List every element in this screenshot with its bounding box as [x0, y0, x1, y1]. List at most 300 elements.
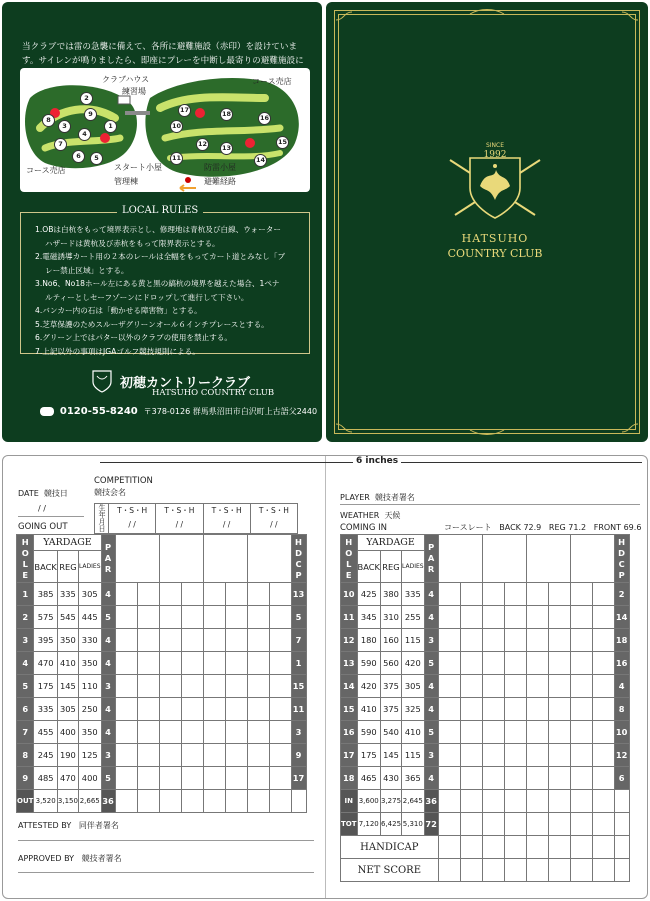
par-value: 3	[101, 675, 115, 698]
score-cell[interactable]	[482, 744, 504, 767]
score-cell[interactable]	[504, 606, 526, 629]
par-value: 5	[101, 767, 115, 790]
score-cell[interactable]	[159, 721, 181, 744]
score-cell[interactable]	[115, 721, 137, 744]
score-cell[interactable]	[504, 767, 526, 790]
score-cell[interactable]	[548, 744, 570, 767]
score-cell[interactable]	[482, 859, 504, 882]
score-cell[interactable]	[269, 629, 291, 652]
back-yardage: 335	[34, 698, 57, 721]
lightning-notice: 当クラブでは雷の急襲に備えて、各所に避難施設（赤印）を設けています。サイレンが鳴りましたら、即座にプレーを中断し最寄りの避難施設に	[22, 42, 304, 66]
score-cell[interactable]	[438, 606, 460, 629]
crest-year: 1992	[483, 150, 507, 160]
tsh-label: T・S・H	[117, 506, 148, 515]
score-cell[interactable]	[137, 652, 159, 675]
hole-row	[341, 721, 630, 744]
score-cell[interactable]	[115, 767, 137, 790]
score-cell[interactable]	[526, 629, 548, 652]
score-cell[interactable]	[203, 629, 225, 652]
score-cell[interactable]	[548, 606, 570, 629]
hole-row	[341, 675, 630, 698]
score-cell[interactable]	[592, 767, 614, 790]
score-cell[interactable]	[115, 744, 137, 767]
hole-row	[17, 675, 307, 698]
score-cell[interactable]	[548, 859, 570, 882]
total-score-cell[interactable]	[115, 790, 137, 813]
approved-label	[18, 853, 122, 864]
competition-label: COMPETITION	[94, 476, 153, 486]
score-cell[interactable]	[115, 698, 137, 721]
tsh-cell[interactable]	[251, 504, 297, 533]
score-cell[interactable]	[548, 583, 570, 606]
hole-row	[17, 698, 307, 721]
score-cell[interactable]	[159, 744, 181, 767]
total-score-cell[interactable]	[570, 813, 592, 836]
player-column[interactable]	[115, 535, 159, 583]
ladies-yardage: 350	[78, 652, 101, 675]
score-cell[interactable]	[526, 698, 548, 721]
score-cell[interactable]	[592, 698, 614, 721]
hole-number: 2	[17, 606, 34, 629]
total-score-cell[interactable]	[460, 813, 482, 836]
score-cell[interactable]	[526, 767, 548, 790]
player-column[interactable]	[482, 535, 526, 583]
total-score-cell[interactable]	[526, 790, 548, 813]
score-cell[interactable]	[225, 675, 247, 698]
score-cell[interactable]	[504, 675, 526, 698]
attested-label	[18, 820, 119, 831]
score-cell[interactable]	[137, 583, 159, 606]
hole-marker: 7	[54, 138, 67, 151]
total-score-cell[interactable]	[269, 790, 291, 813]
reg-yardage: 335	[57, 583, 78, 606]
hdcp-value: 6	[614, 767, 629, 790]
total-score-cell[interactable]	[181, 790, 203, 813]
hole-marker: 16	[258, 112, 271, 125]
tsh-cell[interactable]	[109, 504, 156, 533]
hole-marker: 17	[178, 104, 191, 117]
total-label: IN	[341, 790, 358, 813]
total-score-cell[interactable]	[137, 790, 159, 813]
total-score-cell[interactable]	[526, 813, 548, 836]
score-cell[interactable]	[548, 698, 570, 721]
hole-number: 6	[17, 698, 34, 721]
ladies-yardage: 110	[78, 675, 101, 698]
score-cell[interactable]	[225, 606, 247, 629]
hole-number: 4	[17, 652, 34, 675]
score-cell[interactable]	[460, 721, 482, 744]
score-cell[interactable]	[570, 744, 592, 767]
score-cell[interactable]	[438, 583, 460, 606]
club-name-jp: 初穂カントリークラブ	[120, 376, 251, 391]
score-cell[interactable]	[247, 767, 269, 790]
hdcp-value: 7	[291, 629, 306, 652]
score-cell[interactable]	[269, 767, 291, 790]
score-cell[interactable]	[482, 583, 504, 606]
hole-number: 3	[17, 629, 34, 652]
score-cell[interactable]	[181, 721, 203, 744]
hole-number: 12	[341, 629, 358, 652]
score-cell[interactable]	[526, 744, 548, 767]
score-cell[interactable]	[482, 698, 504, 721]
score-cell[interactable]	[181, 629, 203, 652]
hdcp-value: 8	[614, 698, 629, 721]
hdcp-value: 11	[291, 698, 306, 721]
hole-row	[17, 606, 307, 629]
competition-label-jp: 競技会名	[94, 488, 126, 497]
score-cell[interactable]	[247, 698, 269, 721]
score-cell[interactable]	[504, 583, 526, 606]
score-cell[interactable]	[460, 675, 482, 698]
back-yardage: 420	[357, 675, 380, 698]
local-rule-line: 3.No6、No18ホール左にある黄と黒の縞杭の境界を越えた場合、1ペナ	[35, 279, 280, 288]
score-cell[interactable]	[592, 606, 614, 629]
hdcp-value: 9	[291, 744, 306, 767]
hole-number: 10	[341, 583, 358, 606]
total-score-cell[interactable]	[438, 813, 460, 836]
score-cell[interactable]	[438, 744, 460, 767]
score-cell[interactable]	[504, 629, 526, 652]
total-score-cell[interactable]	[203, 790, 225, 813]
reg-yardage: 350	[57, 629, 78, 652]
empty-cell	[614, 859, 629, 882]
yardage-header: YARDAGE	[34, 535, 101, 551]
score-cell[interactable]	[460, 744, 482, 767]
score-cell[interactable]	[137, 606, 159, 629]
score-cell[interactable]	[269, 698, 291, 721]
score-cell[interactable]	[460, 698, 482, 721]
back-yardage: 485	[34, 767, 57, 790]
score-cell[interactable]	[482, 606, 504, 629]
tsh-cell[interactable]	[156, 504, 203, 533]
score-cell[interactable]	[247, 675, 269, 698]
net-score-row	[341, 859, 630, 882]
score-cell[interactable]	[504, 859, 526, 882]
rating-back: BACK 72.9	[499, 523, 542, 532]
total-score-cell[interactable]	[592, 790, 614, 813]
hole-marker: 3	[58, 120, 71, 133]
score-cell[interactable]	[181, 698, 203, 721]
score-cell[interactable]	[203, 698, 225, 721]
score-cell[interactable]	[548, 721, 570, 744]
score-cell[interactable]	[137, 767, 159, 790]
total-score-cell[interactable]	[570, 790, 592, 813]
total-score-cell[interactable]	[548, 813, 570, 836]
score-cell[interactable]	[225, 721, 247, 744]
score-cell[interactable]	[482, 629, 504, 652]
score-cell[interactable]	[570, 721, 592, 744]
score-cell[interactable]	[504, 721, 526, 744]
score-cell[interactable]	[482, 675, 504, 698]
score-cell[interactable]	[460, 629, 482, 652]
hole-marker: 15	[276, 136, 289, 149]
score-cell[interactable]	[548, 767, 570, 790]
score-cell[interactable]	[504, 652, 526, 675]
total-score-cell[interactable]	[504, 790, 526, 813]
player-column[interactable]	[438, 535, 482, 583]
score-cell[interactable]	[269, 721, 291, 744]
score-cell[interactable]	[438, 721, 460, 744]
hole-marker: 12	[196, 138, 209, 151]
front-nine-table	[16, 534, 307, 813]
going-out-label: GOING OUT	[18, 522, 68, 532]
score-cell[interactable]	[225, 744, 247, 767]
score-cell[interactable]	[438, 698, 460, 721]
ladies-yardage: 400	[78, 767, 101, 790]
score-cell[interactable]	[482, 836, 504, 859]
hdcp-value: 1	[291, 652, 306, 675]
score-cell[interactable]	[592, 652, 614, 675]
par-value: 4	[424, 675, 438, 698]
player-column[interactable]	[247, 535, 291, 583]
score-cell[interactable]	[592, 629, 614, 652]
par-value: 4	[101, 583, 115, 606]
score-cell[interactable]	[592, 859, 614, 882]
score-cell[interactable]	[225, 652, 247, 675]
hole-number: 17	[341, 744, 358, 767]
total-score-cell[interactable]	[460, 790, 482, 813]
total-yardage: 3,520	[34, 790, 57, 813]
score-cell[interactable]	[526, 859, 548, 882]
hole-number: 1	[17, 583, 34, 606]
score-cell[interactable]	[438, 859, 460, 882]
score-cell[interactable]	[526, 652, 548, 675]
score-cell[interactable]	[181, 744, 203, 767]
par-header: PAR	[424, 535, 438, 583]
score-cell[interactable]	[137, 675, 159, 698]
ladies-yardage: 325	[402, 698, 425, 721]
hdcp-value: 15	[291, 675, 306, 698]
score-cell[interactable]	[181, 606, 203, 629]
score-cell[interactable]	[247, 652, 269, 675]
score-cell[interactable]	[203, 606, 225, 629]
hole-number: 14	[341, 675, 358, 698]
score-cell[interactable]	[438, 767, 460, 790]
score-cell[interactable]	[159, 652, 181, 675]
score-cell[interactable]	[592, 583, 614, 606]
back-yardage: 590	[357, 721, 380, 744]
score-cell[interactable]	[225, 629, 247, 652]
score-cell[interactable]	[115, 583, 137, 606]
par-value: 4	[424, 583, 438, 606]
score-cell[interactable]	[247, 744, 269, 767]
total-score-cell[interactable]	[504, 813, 526, 836]
score-cell[interactable]	[247, 721, 269, 744]
score-cell[interactable]	[159, 629, 181, 652]
par-value: 4	[101, 652, 115, 675]
player-column[interactable]	[159, 535, 203, 583]
score-cell[interactable]	[159, 606, 181, 629]
score-cell[interactable]	[570, 652, 592, 675]
score-cell[interactable]	[438, 675, 460, 698]
player-column[interactable]	[203, 535, 247, 583]
hdcp-header: HDCP	[291, 535, 306, 583]
score-cell[interactable]	[570, 859, 592, 882]
score-cell[interactable]	[137, 698, 159, 721]
hole-marker: 14	[254, 154, 267, 167]
score-cell[interactable]	[269, 583, 291, 606]
hdcp-value: 17	[291, 767, 306, 790]
score-cell[interactable]	[592, 721, 614, 744]
reg-tee-header: REG	[380, 551, 401, 583]
score-cell[interactable]	[570, 767, 592, 790]
score-cell[interactable]	[225, 698, 247, 721]
score-cell[interactable]	[526, 583, 548, 606]
score-cell[interactable]	[181, 767, 203, 790]
total-score-cell[interactable]	[592, 813, 614, 836]
back-yardage: 470	[34, 652, 57, 675]
score-cell[interactable]	[570, 675, 592, 698]
score-cell[interactable]	[482, 721, 504, 744]
weather-label-jp: 天候	[384, 511, 401, 520]
score-cell[interactable]	[137, 629, 159, 652]
score-cell[interactable]	[247, 583, 269, 606]
score-cell[interactable]	[115, 652, 137, 675]
hole-row	[341, 652, 630, 675]
rating-front: FRONT 69.6	[593, 523, 642, 532]
hole-row	[17, 767, 307, 790]
score-cell[interactable]	[570, 698, 592, 721]
score-cell[interactable]	[225, 583, 247, 606]
score-cell[interactable]	[460, 859, 482, 882]
score-cell[interactable]	[548, 675, 570, 698]
score-cell[interactable]	[460, 836, 482, 859]
hole-row	[17, 721, 307, 744]
total-score-cell[interactable]	[247, 790, 269, 813]
score-cell[interactable]	[203, 583, 225, 606]
score-cell[interactable]	[570, 629, 592, 652]
reg-yardage: 410	[57, 652, 78, 675]
score-cell[interactable]	[115, 675, 137, 698]
score-cell[interactable]	[181, 675, 203, 698]
score-cell[interactable]	[460, 652, 482, 675]
score-cell[interactable]	[181, 652, 203, 675]
hdcp-value: 12	[614, 744, 629, 767]
score-cell[interactable]	[548, 836, 570, 859]
player-column[interactable]	[570, 535, 614, 583]
score-cell[interactable]	[570, 583, 592, 606]
empty-cell	[614, 836, 629, 859]
score-cell[interactable]	[115, 606, 137, 629]
score-cell[interactable]	[482, 652, 504, 675]
score-cell[interactable]	[159, 698, 181, 721]
score-cell[interactable]	[526, 836, 548, 859]
score-cell[interactable]	[504, 836, 526, 859]
score-cell[interactable]	[438, 836, 460, 859]
score-cell[interactable]	[203, 652, 225, 675]
total-score-cell[interactable]	[225, 790, 247, 813]
score-cell[interactable]	[181, 583, 203, 606]
total-yardage: 5,310	[402, 813, 425, 836]
tsh-date: / /	[222, 520, 231, 529]
ladies-yardage: 330	[78, 629, 101, 652]
score-cell[interactable]	[526, 606, 548, 629]
score-cell[interactable]	[159, 583, 181, 606]
score-cell[interactable]	[203, 721, 225, 744]
back-yardage: 395	[34, 629, 57, 652]
score-cell[interactable]	[225, 767, 247, 790]
total-score-cell[interactable]	[438, 790, 460, 813]
back-yardage: 175	[34, 675, 57, 698]
coming-in-label: COMING IN	[340, 523, 387, 533]
reg-yardage: 145	[380, 744, 401, 767]
score-cell[interactable]	[438, 652, 460, 675]
hole-header: HOLE	[341, 535, 358, 583]
total-score-cell[interactable]	[159, 790, 181, 813]
score-cell[interactable]	[247, 606, 269, 629]
score-cell[interactable]	[460, 583, 482, 606]
weather-label	[340, 510, 400, 521]
map-label-practice: 練習場	[122, 87, 146, 96]
local-rule-line: 1.OBは白杭をもって境界表示とし、修理地は青杭及び白線、ウォーター	[35, 225, 281, 234]
par-value: 4	[424, 698, 438, 721]
tsh-label: T・S・H	[258, 506, 289, 515]
score-cell[interactable]	[137, 721, 159, 744]
date-field[interactable]: / /	[38, 504, 46, 513]
score-cell[interactable]	[460, 767, 482, 790]
score-cell[interactable]	[526, 675, 548, 698]
reg-yardage: 375	[380, 698, 401, 721]
score-cell[interactable]	[526, 721, 548, 744]
score-cell[interactable]	[504, 698, 526, 721]
total-score-cell[interactable]	[482, 790, 504, 813]
map-label-shop-top: コース売店	[252, 77, 292, 86]
score-cell[interactable]	[203, 744, 225, 767]
score-cell[interactable]	[247, 629, 269, 652]
reg-yardage: 540	[380, 721, 401, 744]
tsh-cell[interactable]	[204, 504, 251, 533]
local-rule-line: ハザードは黄杭及び赤杭をもって限界表示とする。	[45, 238, 220, 248]
score-cell[interactable]	[592, 836, 614, 859]
score-cell[interactable]	[504, 744, 526, 767]
score-cell[interactable]	[460, 606, 482, 629]
total-yardage: 7,120	[357, 813, 380, 836]
local-rule-line: ルティーとしセーフゾーンにドロップして進行して下さい。	[45, 292, 249, 302]
score-cell[interactable]	[438, 629, 460, 652]
back-yardage: 590	[357, 652, 380, 675]
hole-row	[17, 583, 307, 606]
par-value: 3	[424, 629, 438, 652]
score-cell[interactable]	[269, 606, 291, 629]
score-cell[interactable]	[269, 652, 291, 675]
score-cell[interactable]	[592, 744, 614, 767]
score-cell[interactable]	[570, 606, 592, 629]
score-cell[interactable]	[548, 652, 570, 675]
score-cell[interactable]	[592, 675, 614, 698]
score-cell[interactable]	[137, 744, 159, 767]
score-cell[interactable]	[548, 629, 570, 652]
score-cell[interactable]	[203, 767, 225, 790]
par-value: 4	[101, 698, 115, 721]
score-cell[interactable]	[482, 767, 504, 790]
total-yardage: 3,600	[357, 790, 380, 813]
score-cell[interactable]	[570, 836, 592, 859]
hole-number: 16	[341, 721, 358, 744]
score-cell[interactable]	[203, 675, 225, 698]
score-cell[interactable]	[269, 675, 291, 698]
hole-marker: 5	[90, 152, 103, 165]
ladies-yardage: 420	[402, 652, 425, 675]
score-cell[interactable]	[269, 744, 291, 767]
score-cell[interactable]	[159, 675, 181, 698]
score-cell[interactable]	[115, 629, 137, 652]
total-score-cell[interactable]	[548, 790, 570, 813]
total-score-cell[interactable]	[482, 813, 504, 836]
player-column[interactable]	[526, 535, 570, 583]
hole-marker: 2	[80, 92, 93, 105]
score-cell[interactable]	[159, 767, 181, 790]
approved-en: APPROVED BY	[18, 854, 75, 863]
